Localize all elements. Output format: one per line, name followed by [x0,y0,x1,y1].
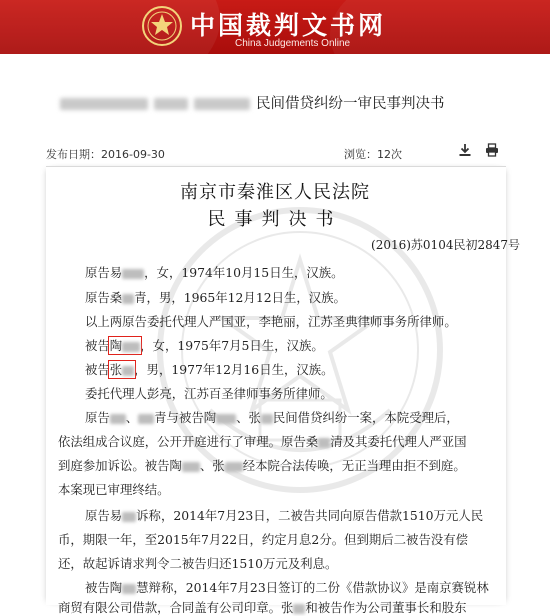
redaction [122,294,134,304]
redaction [110,414,126,424]
text-segment: 被告 [85,338,110,353]
text-segment: 原告桑 [85,290,123,305]
text-segment: 慧辩称，2014年7月23日签订的二份《借款协议》是南京赛锐林 [136,580,489,595]
site-subtitle: China Judgements Online [235,38,351,49]
document-title-text: 民间借贷纠纷一审民事判决书 [256,96,445,112]
redaction [182,462,200,472]
text-segment: 原告易 [85,265,123,280]
text-segment: 青与被告陶 [154,410,217,425]
publish-date-label: 发布日期： [46,148,101,161]
redaction [225,462,243,472]
view-count [344,146,402,162]
text-line: 还，故起诉请求判令二被告归还1510万元及利息。 [58,556,338,571]
redaction [122,269,144,279]
text-line: 币，期限一年，至2015年7月22日，约定月息2分。但到期后二被告没有偿 [58,532,469,547]
text-segment: 张 [109,362,123,377]
redaction [122,342,140,352]
text-segment: 、 [125,410,139,425]
text-segment: 、张 [199,458,225,473]
text-line [58,434,518,450]
text-line: 委托代理人彭亮，江苏百圣律师事务所律师。 [85,386,333,401]
text-segment: 民间借贷纠纷一案，本院受理后， [272,410,459,425]
text-segment: 陶 [109,338,123,353]
text-line: 以上两原告委托代理人严国亚，李艳丽，江苏圣典律师事务所律师。 [85,314,457,329]
text-line [58,458,518,474]
court-emblem-icon [138,4,186,48]
download-icon[interactable] [458,143,472,157]
court-name: 南京市秦淮区人民法院 [180,182,370,203]
text-line [85,410,520,426]
text-segment: 和被告作为公司董事长和股东 [305,600,467,615]
text-segment: 青，男，1965年12月12日生，汉族。 [134,290,346,305]
text-segment: 经本院合法传唤，无正当理由拒不到庭。 [242,458,466,473]
text-segment: 原告易 [85,508,123,523]
redaction [122,366,134,376]
redaction [293,604,305,614]
redacted-party-names [60,98,148,110]
text-segment: 依法组成合议庭，公开开庭进行了审理。原告桑 [58,434,319,449]
site-header-banner [0,0,550,54]
document-type: 民事判决书 [207,209,343,230]
text-segment: 商贸有限公司借款，合同盖有公司印章。张 [58,600,294,615]
text-segment: 原告 [85,410,110,425]
view-count-label: 浏览： [344,148,377,161]
highlighted-name [110,362,134,377]
text-line [85,362,520,378]
text-segment: 被告陶 [85,580,123,595]
text-segment: 、张 [236,410,261,425]
redaction [261,414,273,424]
text-line [85,508,520,524]
redaction [122,584,136,594]
text-segment: 被告 [85,362,110,377]
print-icon[interactable] [485,143,499,157]
text-segment: 诉称，2014年7月23日，二被告共同向原告借款1510万元人民 [136,508,484,523]
redacted-party-names [194,98,250,110]
text-line [85,290,520,306]
text-line [58,600,518,616]
text-line [85,338,520,354]
redacted-party-names [154,98,188,110]
view-count-value: 12次 [377,148,402,161]
text-segment: 清及其委托代理人严亚国 [330,434,467,449]
highlighted-name [110,338,140,353]
redaction [318,438,330,448]
text-segment: ，女，1974年10月15日生，汉族。 [144,265,344,280]
text-segment: ，男，1977年12月16日生，汉族。 [134,362,334,377]
publish-date [46,146,165,162]
text-line [85,580,520,596]
redaction [122,512,136,522]
publish-date-value: 2016-09-30 [101,148,165,161]
text-line [85,265,520,281]
site-title: 中国裁判文书网 [190,11,387,40]
redaction [138,414,154,424]
redaction [216,414,236,424]
text-line: 本案现已审理终结。 [58,482,170,497]
text-segment: 到庭参加诉讼。被告陶 [58,458,182,473]
case-number: (2016)苏0104民初2847号 [371,238,520,252]
document-title [60,92,510,113]
text-segment: ，女，1975年7月5日生，汉族。 [140,338,324,353]
